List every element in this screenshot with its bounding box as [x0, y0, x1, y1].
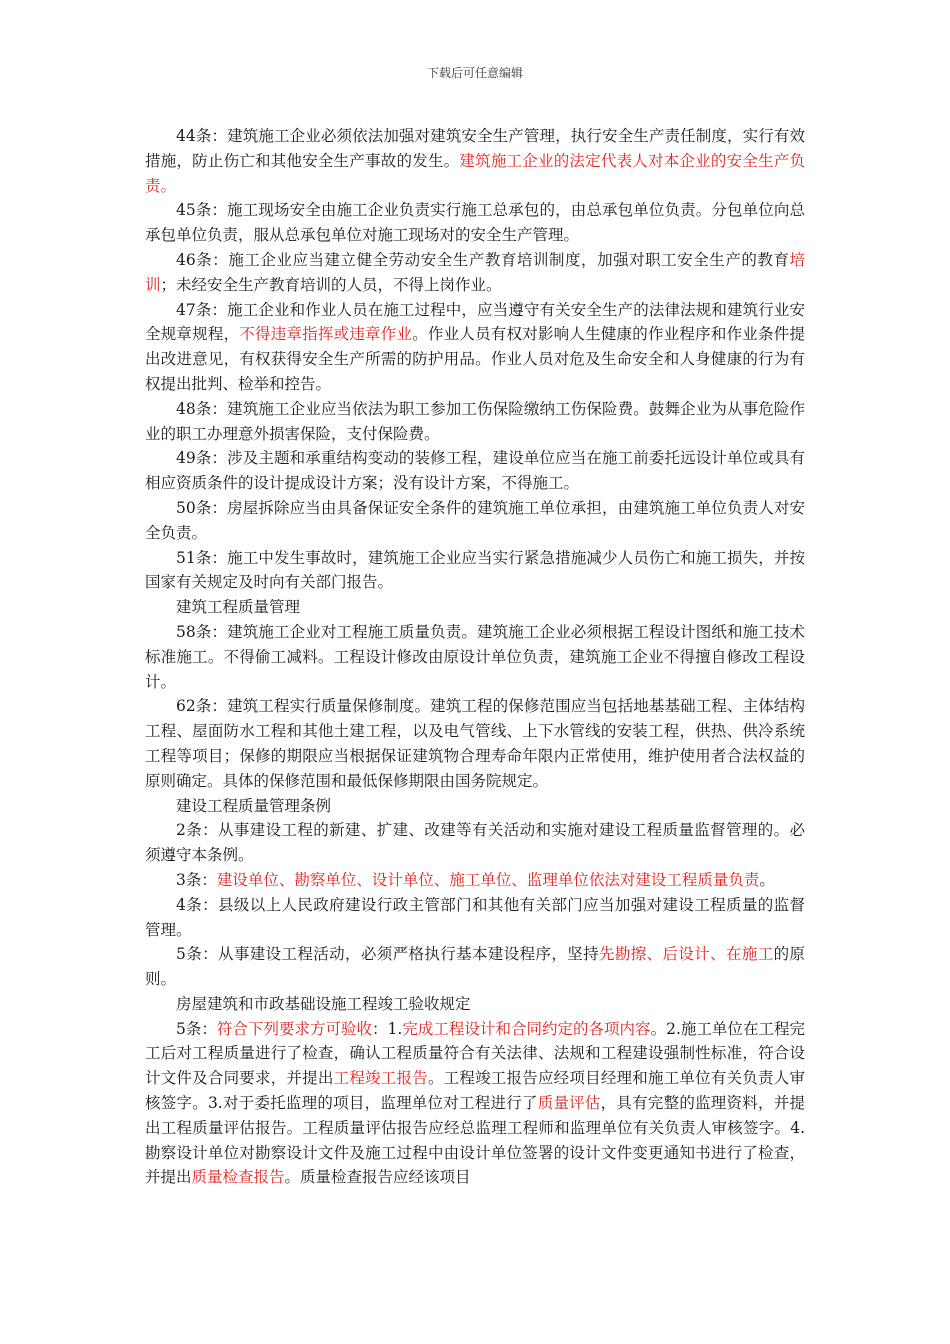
paragraph	[145, 893, 805, 943]
text-run: ；未经安全生产教育培训的人员，不得上岗作业。	[160, 275, 502, 294]
text-run: 房屋建筑和市政基础设施工程竣工验收规定	[176, 994, 471, 1013]
highlighted-text: 完成工程设计和合同约定的各项内容	[402, 1019, 651, 1038]
text-run: 46条：施工企业应当建立健全劳动安全生产教育培训制度，加强对职工安全生产的教育	[176, 250, 790, 269]
text-run: ：1.	[372, 1019, 403, 1038]
highlighted-text: 质量评估	[537, 1094, 601, 1113]
page-header: 下载后可任意编辑	[426, 66, 523, 80]
text-run: 3条：	[176, 870, 217, 889]
text-run: 48条：建筑施工企业应当依法为职工参加工伤保险缴纳工伤保险费。鼓舞企业为从事危险作业的职工办理意外损害保险，支付保险费。	[145, 399, 805, 443]
highlighted-text: 符合下列要求方可验收	[216, 1019, 373, 1038]
text-run: ，具有完整的监理资料，并提出工程质量评估报告。工程质量评估报告应经总监理工程师和监理单位有关负责人审核签字。4.勘察设计单位对勘察设计文件及施工过程中由设计单位签署的设计文件变更通知书进行了检查，并提出	[145, 1094, 805, 1187]
text-run: 的原则。	[145, 945, 805, 989]
text-run: 47条：施工企业和作业人员在施工过程中，应当遵守有关安全生产的法律法规和建筑行业安全规章规程，	[145, 300, 805, 344]
paragraph	[145, 620, 805, 694]
paragraph	[145, 818, 805, 868]
highlighted-text: 建筑施工企业的法定代表人对本企业的安全生产负责。	[145, 151, 805, 195]
paragraph	[145, 397, 805, 447]
paragraph	[145, 1017, 805, 1191]
text-run: 44条：建筑施工企业必须依法加强对建筑安全生产管理，执行安全生产责任制度，实行有效措施，防止伤亡和其他安全生产事故的发生。	[145, 127, 805, 170]
paragraph	[145, 198, 805, 248]
text-run: 51条：施工中发生事故时，建筑施工企业应当实行紧急措施减少人员伤亡和施工损失，并按国家有关规定及时向有关部门报告。	[145, 548, 805, 592]
paragraph	[145, 992, 805, 1017]
text-run: 。质量检查报告应经该项目	[284, 1168, 471, 1187]
highlighted-text: 先勘擦、后设计、在施工	[598, 945, 774, 964]
text-run: 45条：施工现场安全由施工企业负责实行施工总承包的，由总承包单位负责。分包单位向总承包单位负责，服从总承包单位对施工现场对的安全生产管理。	[145, 201, 805, 245]
highlighted-text: 工程竣工报告	[333, 1069, 428, 1088]
paragraph	[145, 794, 805, 819]
text-run: 。2.施工单位在工程完工后对工程质量进行了检查，确认工程质量符合有关法律、法规和工程建设强制性标准，符合设计文件及合同要求，并提出	[145, 1019, 805, 1088]
text-run: 建筑工程质量管理	[176, 598, 301, 617]
paragraph	[145, 546, 805, 596]
text-run: 58条：建筑施工企业对工程施工质量负责。建筑施工企业必须根据工程设计图纸和施工技术标准施工。不得偷工减料。工程设计修改由原设计单位负责，建筑施工企业不得擅自修改工程设计。	[145, 622, 805, 691]
paragraph	[145, 595, 805, 620]
text-run: 5条：	[176, 1019, 217, 1038]
highlighted-text: 建设单位、勘察单位、设计单位、施工单位、监理单位依法对建设工程质量负责	[216, 870, 760, 889]
text-run: 50条：房屋拆除应当由具备保证安全条件的建筑施工单位承担，由建筑施工单位负责人对安全负责。	[145, 498, 805, 542]
text-run: 2条：从事建设工程的新建、扩建、改建等有关活动和实施对建设工程质量监督管理的。必须遵守本条例。	[145, 821, 805, 865]
highlighted-text: 质量检查报告	[191, 1168, 285, 1187]
text-run: 。作业人员有权对影响人生健康的作业程序和作业条件提出改进意见，有权获得安全生产所需的防护用品。作业人员对危及生命安全和人身健康的行为有权提出批判、检举和控告。	[145, 325, 805, 393]
paragraph	[145, 124, 805, 198]
paragraph	[145, 298, 805, 397]
text-run: 5条：从事建设工程活动，必须严格执行基本建设程序，坚持	[176, 945, 599, 964]
paragraph	[145, 694, 805, 793]
highlighted-text: 培训	[145, 250, 805, 294]
paragraph	[145, 446, 805, 496]
paragraph	[145, 496, 805, 546]
paragraph	[145, 942, 805, 992]
text-run: 。工程竣工报告应经项目经理和施工单位有关负责人审核签字。3.对于委托监理的项目，监理单位对工程进行了	[145, 1069, 805, 1113]
text-run: 62条：建筑工程实行质量保修制度。建筑工程的保修范围应当包括地基基础工程、主体结构工程、屋面防水工程和其他土建工程，以及电气管线、上下水管线的安装工程，供热、供冷系统工程等项目；保修的期限应当根据保证建筑物合理寿命年限内正常使用，维护使用者合法权益的原则确定。具体的保修范围和最低保修期限由国务院规定。	[145, 697, 805, 790]
highlighted-text: 不得违章指挥或违章作业	[239, 325, 413, 344]
paragraph	[145, 868, 805, 893]
document-body	[145, 124, 805, 1190]
text-run: 4条：县级以上人民政府建设行政主管部门和其他有关部门应当加强对建设工程质量的监督管理。	[145, 895, 805, 939]
paragraph	[145, 248, 805, 298]
text-run: 49条：涉及主题和承重结构变动的装修工程，建设单位应当在施工前委托远设计单位或具有相应资质条件的设计提成设计方案；没有设计方案，不得施工。	[145, 449, 805, 493]
text-run: 建设工程质量管理条例	[176, 796, 332, 815]
text-run: 。	[759, 870, 775, 889]
